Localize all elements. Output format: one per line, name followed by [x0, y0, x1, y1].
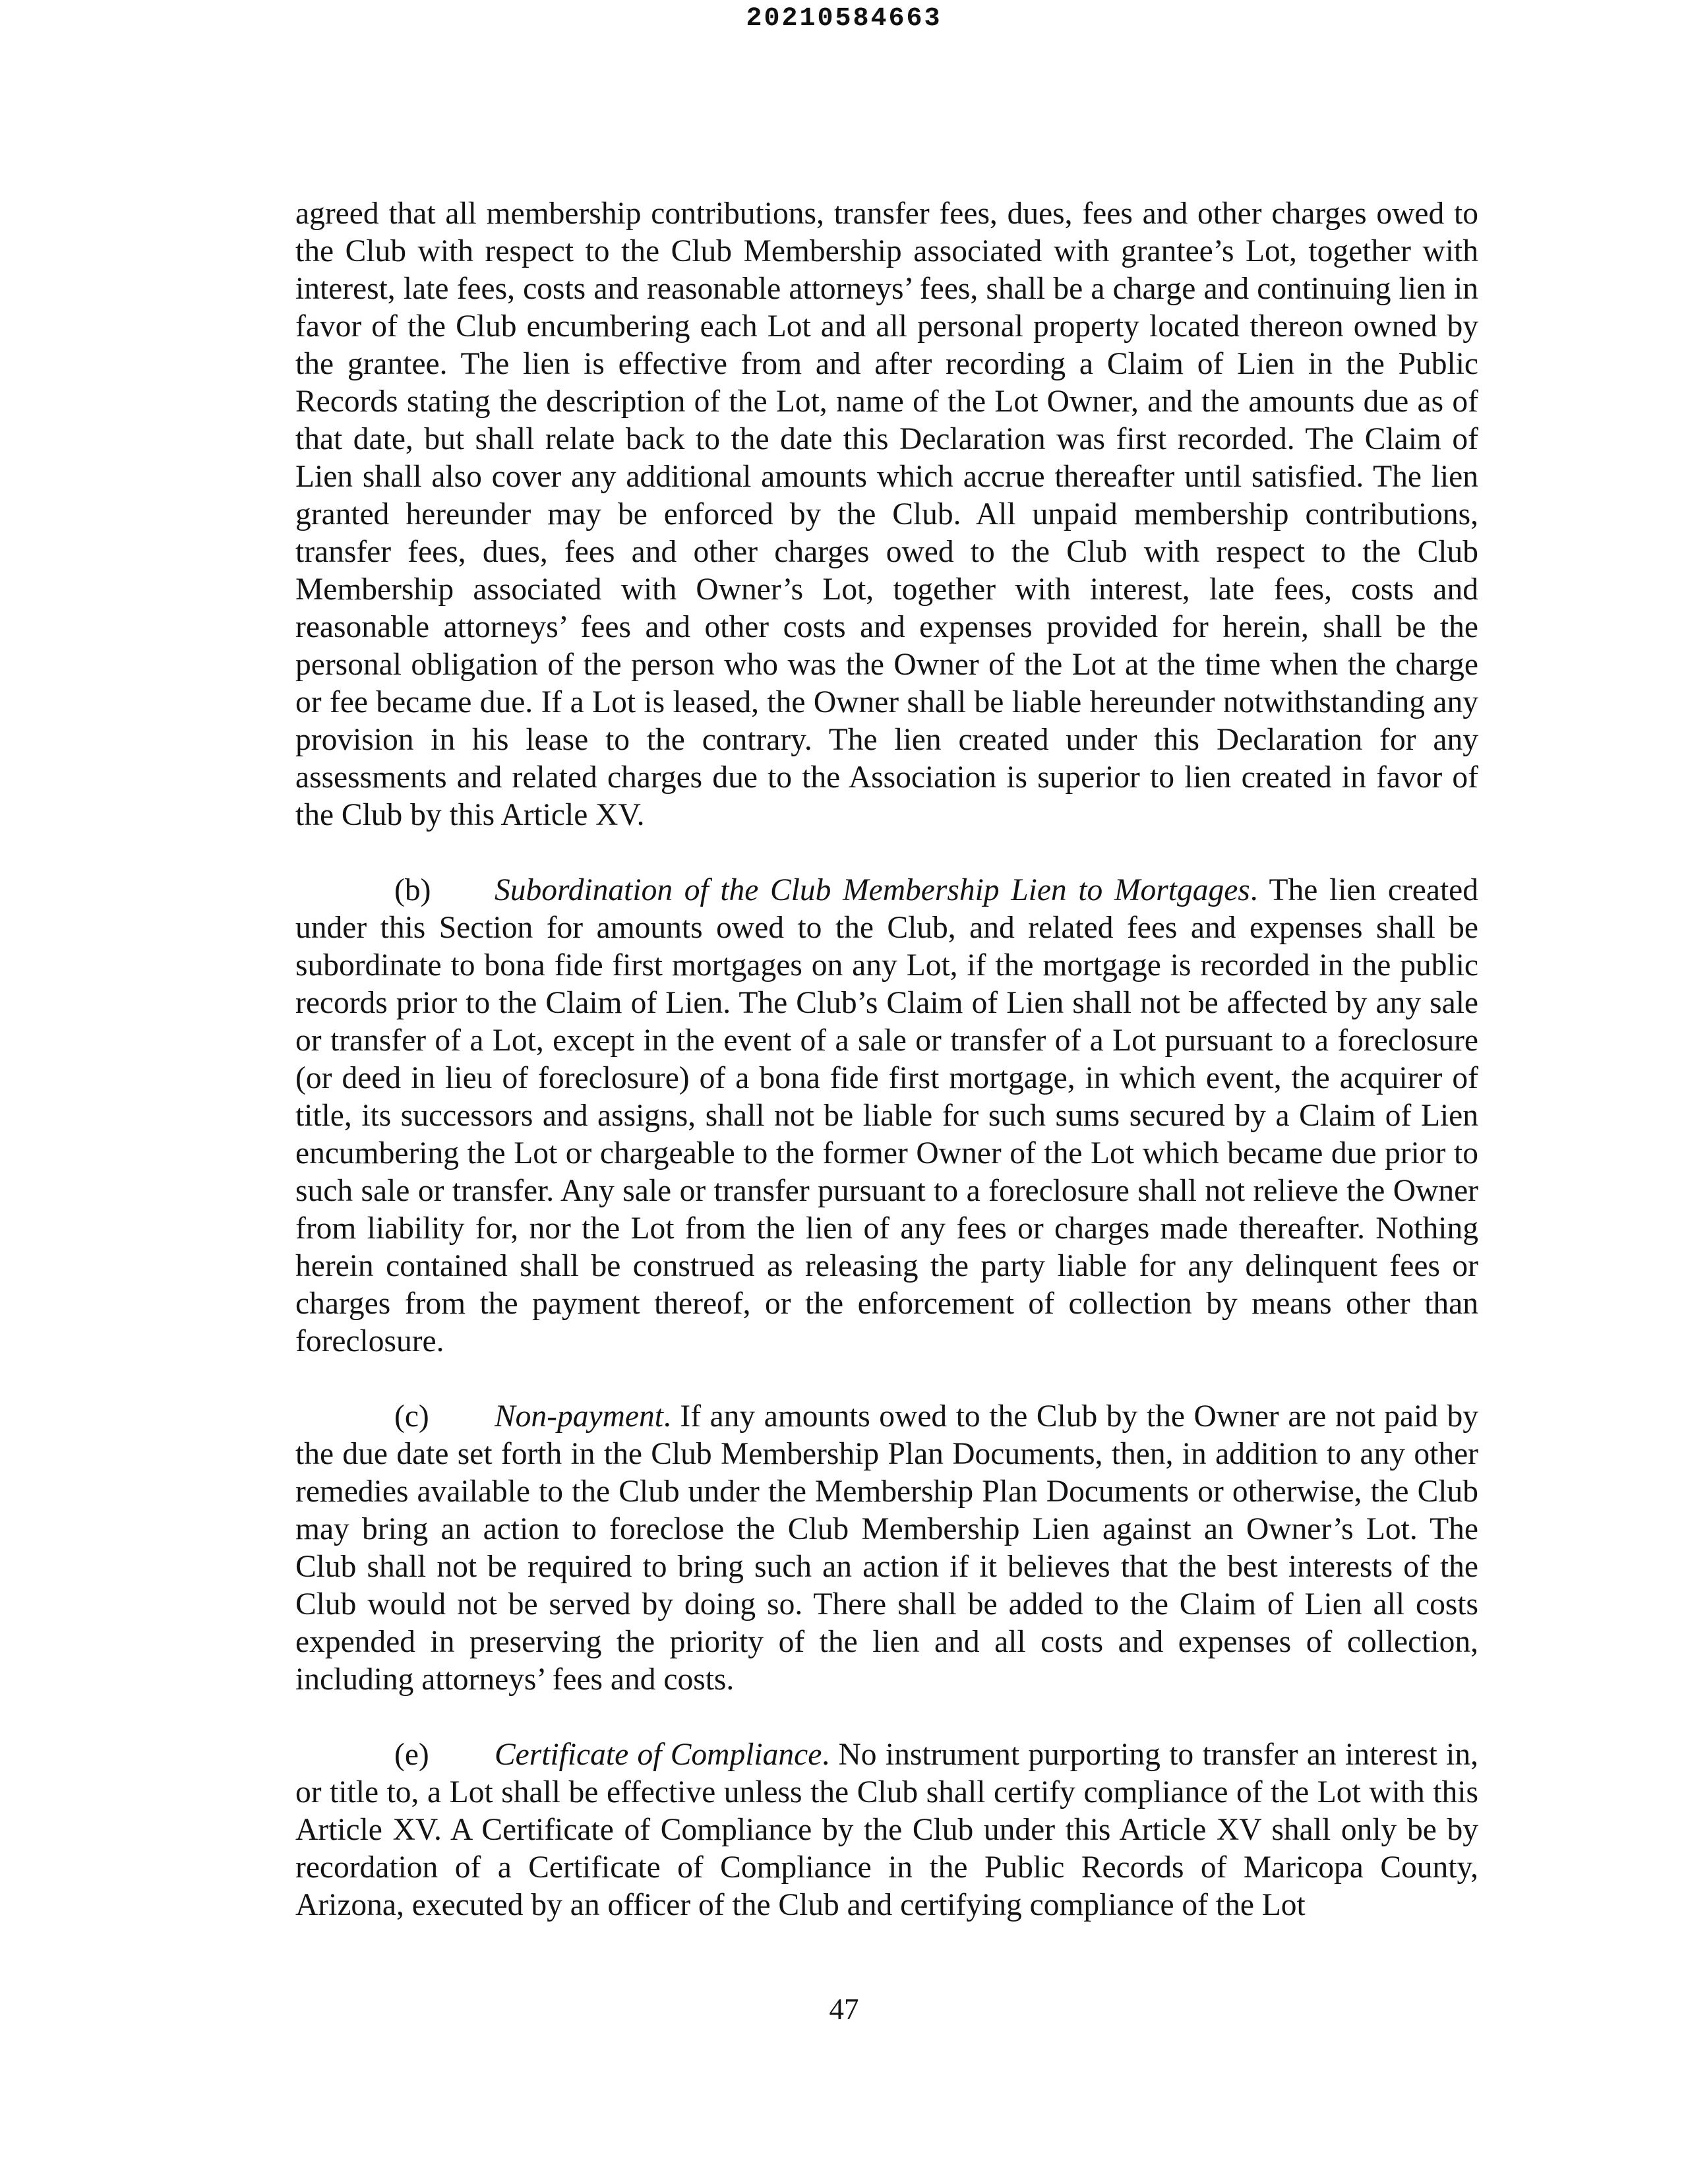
paragraph-e	[295, 1736, 1478, 1924]
paragraph-text: . The lien created under this Section for amounts owed to the Club, and related fees and expenses shall be subordinate to bona fide first mortgages on any Lot, if the mortgage is recorded in the public records prior to the Claim of Lien. The Club’s Claim of Lien shall not be affected by any sale or transfer of a Lot, except in the event of a sale or transfer of a Lot pursuant to a foreclosure (or deed in lieu of foreclosure) of a bona fide first mortgage, in which event, the acquirer of title, its successors and assigns, shall not be liable for such sums secured by a Claim of Lien encumbering the Lot or chargeable to the former Owner of the Lot which became due prior to such sale or transfer. Any sale or transfer pursuant to a foreclosure shall not relieve the Owner from liability for, nor the Lot from the lien of any fees or charges made thereafter. Nothing herein contained shall be construed as releasing the party liable for any delinquent fees or charges from the payment thereof, or the enforcement of collection by means other than foreclosure.	[295, 873, 1478, 1358]
paragraph-a-continued	[295, 195, 1478, 834]
paragraph-c	[295, 1398, 1478, 1699]
document-body	[295, 195, 1478, 1924]
paragraph-text: . No instrument purporting to transfer an interest in, or title to, a Lot shall be effective unless the Club shall certify compliance of the Lot with this Article XV. A Certificate of Compliance by the Club under this Article XV shall only be by recordation of a Certificate of Compliance in the Public Records of Maricopa County, Arizona, executed by an officer of the Club and certifying compliance of the Lot	[295, 1738, 1478, 1922]
paragraph-text: . If any amounts owed to the Club by the Owner are not paid by the due date set forth in the Club Membership Plan Documents, then, in addition to any other remedies available to the Club under the Membership Plan Documents or otherwise, the Club may bring an action to foreclose the Club Membership Lien against an Owner’s Lot. The Club shall not be required to bring such an action if it believes that the best interests of the Club would not be served by doing so. There shall be added to the Claim of Lien all costs expended in preserving the priority of the lien and all costs and expenses of collection, including attorneys’ fees and costs.	[295, 1399, 1478, 1697]
paragraph-heading: Subordination of the Club Membership Lien to Mortgages	[495, 873, 1250, 907]
paragraph-text: agreed that all membership contributions, transfer fees, dues, fees and other charges owed to the Club with respect to the Club Membership associated with grantee’s Lot, together with interest, late fees, costs and reasonable attorneys’ fees, shall be a charge and continuing lien in favor of the Club encumbering each Lot and all personal property located thereon owned by the grantee. The lien is effective from and after recording a Claim of Lien in the Public Records stating the description of the Lot, name of the Lot Owner, and the amounts due as of that date, but shall relate back to the date this Declaration was first recorded. The Claim of Lien shall also cover any additional amounts which accrue thereafter until satisfied. The lien granted hereunder may be enforced by the Club. All unpaid membership contributions, transfer fees, dues, fees and other charges owed to the Club with respect to the Club Membership associated with Owner’s Lot, together with interest, late fees, costs and reasonable attorneys’ fees and other costs and expenses provided for herein, shall be the personal obligation of the person who was the Owner of the Lot at the time when the charge or fee became due. If a Lot is leased, the Owner shall be liable hereunder notwithstanding any provision in his lease to the contrary. The lien created under this Declaration for any assessments and related charges due to the Association is superior to lien created in favor of the Club by this Article XV.	[295, 197, 1478, 832]
page-number: 47	[829, 1993, 859, 2026]
paragraph-heading: Non-payment	[495, 1399, 663, 1434]
paragraph-heading: Certificate of Compliance	[495, 1738, 822, 1772]
paragraph-b	[295, 872, 1478, 1360]
recording-number: 20210584663	[746, 4, 942, 34]
paragraph-label: (c)	[394, 1399, 429, 1434]
paragraph-label: (b)	[394, 873, 431, 907]
paragraph-label: (e)	[394, 1738, 429, 1772]
